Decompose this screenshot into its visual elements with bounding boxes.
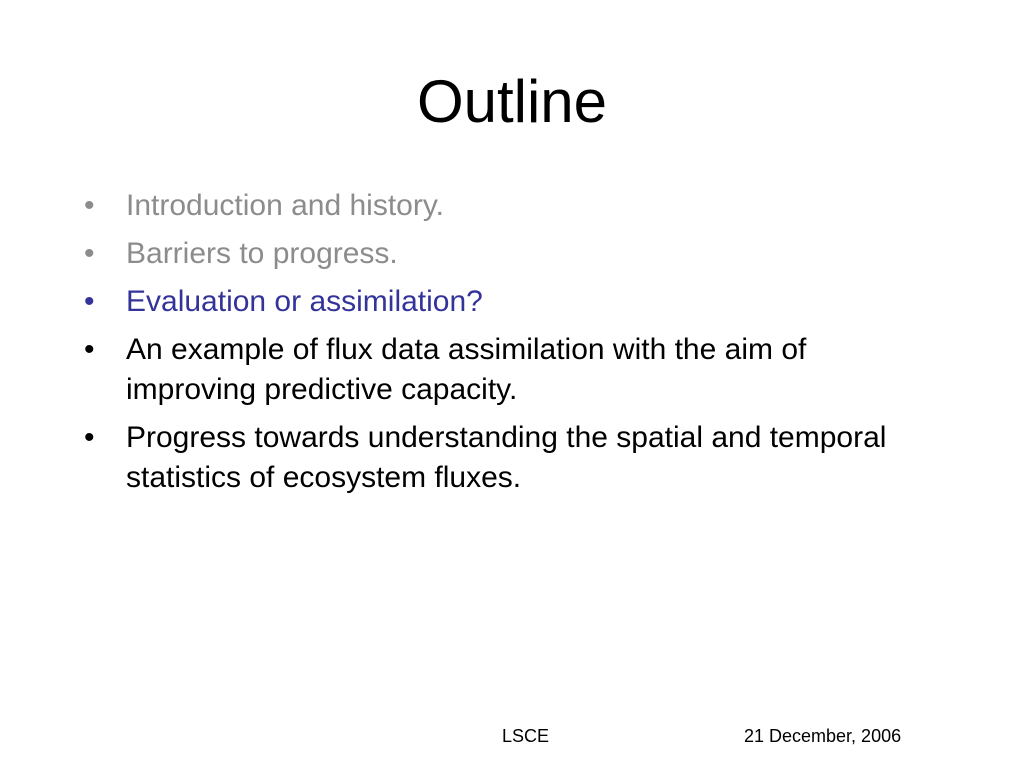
bullet-item-progress	[84, 418, 944, 498]
bullet-text: Evaluation or assimilation?	[126, 285, 483, 318]
bullet-list	[84, 186, 944, 506]
bullet-text: An example of flux data assimilation with the aim of improving predictive capacity.	[126, 333, 807, 406]
bullet-text: Barriers to progress.	[126, 237, 398, 270]
footer-organization: LSCE	[502, 726, 550, 746]
bullet-marker: •	[84, 333, 95, 366]
bullet-marker: •	[84, 285, 95, 318]
bullet-marker: •	[84, 237, 95, 270]
bullet-item-evaluation	[84, 282, 944, 322]
bullet-item-flux-example	[84, 330, 944, 410]
footer-date: 21 December, 2006	[744, 726, 902, 746]
slide-title: Outline	[416, 68, 608, 135]
bullet-item-barriers	[84, 234, 944, 274]
bullet-text: Progress towards understanding the spatial and temporal statistics of ecosystem fluxes.	[126, 421, 887, 494]
bullet-marker: •	[84, 421, 95, 454]
bullet-item-introduction	[84, 186, 944, 226]
bullet-text: Introduction and history.	[126, 189, 444, 222]
bullet-marker: •	[84, 189, 95, 222]
